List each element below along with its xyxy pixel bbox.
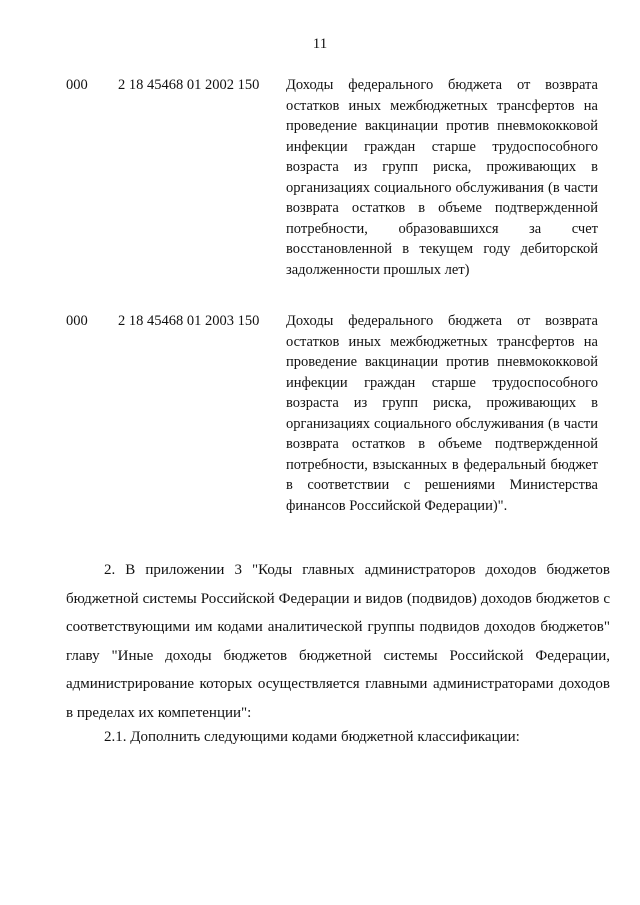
paragraph-2-1: 2.1. Дополнить следующими кодами бюджетной классификации: [104,729,520,745]
budget-classification-code: 2 18 45468 01 2002 150 [118,77,260,93]
administrator-code: 000 [66,313,88,329]
income-description: Доходы федерального бюджета от возврата остатков иных межбюджетных трансфертов на проведение вакцинации против пневмококковой инфекции граждан старше трудоспособного возраста из групп риска, проживающих в организациях социального обслуживания (в части возврата остатков в объеме подтвержденной потребности, взысканных в федеральный бюджет в соответствии с решениями Министерства финансов Российской Федерации)". [286,313,598,514]
page-number: 11 [312,36,328,52]
administrator-code: 000 [66,77,88,93]
budget-classification-code: 2 18 45468 01 2003 150 [118,313,260,329]
income-description: Доходы федерального бюджета от возврата остатков иных межбюджетных трансфертов на проведение вакцинации против пневмококковой инфекции граждан старше трудоспособного возраста из групп риска, проживающих в организациях социального обслуживания (в части возврата остатков в объеме подтвержденной потребности, образовавшихся за счет восстановленной в текущем году дебиторской задолженности прошлых лет) [286,77,598,278]
paragraph-2: 2. В приложении 3 "Коды главных администраторов доходов бюджетов бюджетной системы Российской Федерации и видов (подвидов) доходов бюджетов с соответствующими им кодами аналитической группы подвидов доходов бюджетов" главу "Иные доходы бюджетов бюджетной системы Российской Федерации, администрирование которых осуществляется главными администраторами доходов в пределах их компетенции": [66,562,610,721]
